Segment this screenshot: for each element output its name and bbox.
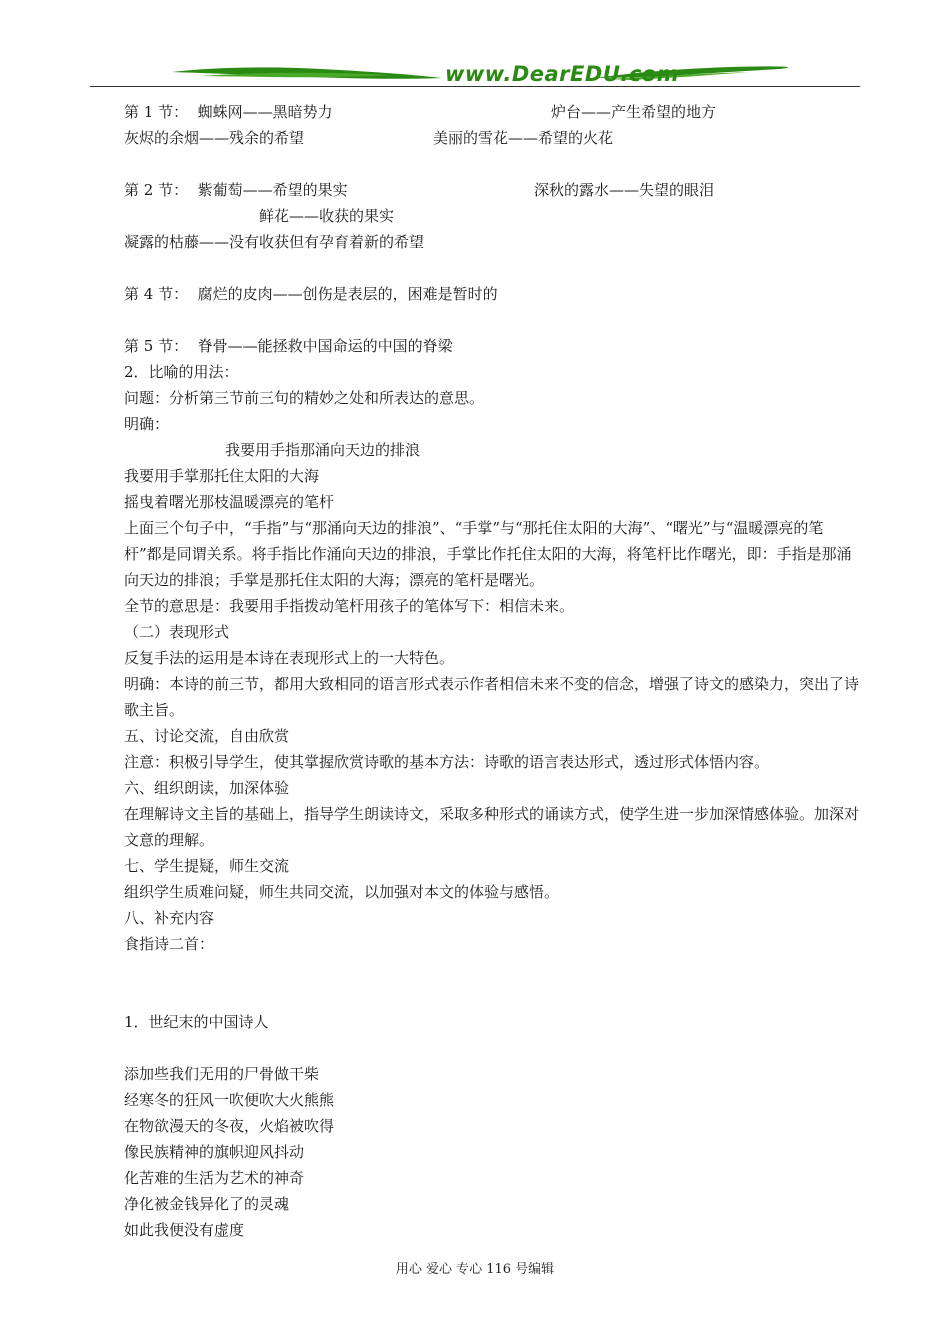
- poem-line: 像民族精神的旗帜迎风抖动: [124, 1143, 305, 1161]
- sec1-item-b: 炉台——产生希望的地方: [551, 103, 717, 121]
- subheading-metaphor: 2．比喻的用法：: [124, 363, 239, 381]
- meaning-line: 全节的意思是：我要用手指拨动笔杆用孩子的笔体写下：相信未来。: [124, 597, 575, 615]
- sec2-line3: [124, 229, 884, 255]
- poem-title: 1．世纪末的中国诗人: [124, 1013, 269, 1031]
- page-footer: 用心 爱心 专心 116 号编辑: [395, 1262, 555, 1277]
- poems-intro: 食指诗二首：: [124, 935, 215, 953]
- analysis-paragraph: 上面三个句子中，“手指”与“那涌向天边的排浪”、“手掌”与“那托住太阳的大海”、“曙光”与“温暖漂亮的笔杆”都是同谓关系。将手指比作涌向天边的排浪，手掌比作托住太阳的大海，将笔杆比作曙光，即：手指是那涌向天边的排浪；手掌是那托住太阳的大海；漂亮的笔杆是曙光。: [124, 519, 852, 589]
- reading-paragraph: 在理解诗文主旨的基础上，指导学生朗读诗文，采取多种形式的诵读方式，使学生进一步加深情感体验。加深对文意的理解。: [124, 805, 860, 849]
- quote-line-1: 我要用手指那涌向天边的排浪: [225, 441, 421, 459]
- poem-line: 在物欲漫天的冬夜，火焰被吹得: [124, 1117, 335, 1135]
- poem-line: 化苦难的生活为艺术的神奇: [124, 1169, 305, 1187]
- poem-line: 净化被金钱异化了的灵魂: [124, 1195, 290, 1213]
- sec2-item-a: 紫葡萄——希望的果实: [197, 181, 348, 199]
- sec2-item-c: 鲜花——收获的果实: [259, 207, 395, 225]
- question-line: 问题：分析第三节前三句的精妙之处和所表达的意思。: [124, 389, 485, 407]
- sec1-item-c: 灰烬的余烟——残余的希望: [124, 129, 305, 147]
- poem-line: 如此我便没有虚度: [124, 1221, 245, 1239]
- clarify-label: 明确：: [124, 415, 170, 433]
- subheading-form: （二）表现形式: [124, 623, 230, 641]
- form-clarify-paragraph: 明确：本诗的前三节，都用大致相同的语言形式表示作者相信未来不变的信念，增强了诗文的感染力，突出了诗歌主旨。: [124, 675, 860, 719]
- sec2-item-b: 深秋的露水——失望的眼泪: [534, 181, 715, 199]
- document-body: [124, 99, 884, 1243]
- poem-line: 经寒冬的狂风一吹便吹大火熊熊: [124, 1091, 335, 1109]
- sec4-line: [124, 281, 884, 307]
- sec1-item-d: 美丽的雪花——希望的火花: [433, 129, 614, 147]
- header-rule: [90, 86, 860, 87]
- sec4-item-a: 腐烂的皮肉——创伤是表层的，困难是暂时的: [197, 285, 498, 303]
- sec1-label: 第 1 节：: [124, 103, 189, 121]
- heading-7: 七、学生提疑，师生交流: [124, 857, 290, 875]
- discussion-line: 组织学生质难问疑，师生共同交流，以加强对本文的体验与感悟。: [124, 883, 560, 901]
- sec5-item-a: 脊骨——能拯救中国命运的中国的脊梁: [197, 337, 453, 355]
- sec2-line1: [124, 177, 884, 203]
- quote-line-3: 摇曳着曙光那枝温暖漂亮的笔杆: [124, 493, 335, 511]
- heading-8: 八、补充内容: [124, 909, 215, 927]
- site-logo-text[interactable]: www.DearEDU.com: [445, 62, 680, 86]
- heading-5: 五、讨论交流，自由欣赏: [124, 727, 290, 745]
- sec1-line1: [124, 99, 884, 125]
- sec2-label: 第 2 节：: [124, 181, 189, 199]
- poem-line: 添加些我们无用的尸骨做干柴: [124, 1065, 320, 1083]
- quote-line-2: 我要用手掌那托住太阳的大海: [124, 467, 320, 485]
- form-line: 反复手法的运用是本诗在表现形式上的一大特色。: [124, 649, 455, 667]
- sec2-item-d: 凝露的枯藤——没有收获但有孕育着新的希望: [124, 233, 425, 251]
- heading-6: 六、组织朗读，加深体验: [124, 779, 290, 797]
- sec5-line: [124, 333, 884, 359]
- sec1-line2: [124, 125, 884, 151]
- sec2-line2: [124, 203, 884, 229]
- sec5-label: 第 5 节：: [124, 337, 189, 355]
- sec4-label: 第 4 节：: [124, 285, 189, 303]
- note-line: 注意：积极引导学生，使其掌握欣赏诗歌的基本方法：诗歌的语言表达形式，透过形式体悟内容。: [124, 753, 770, 771]
- sec1-item-a: 蜘蛛网——黑暗势力: [197, 103, 333, 121]
